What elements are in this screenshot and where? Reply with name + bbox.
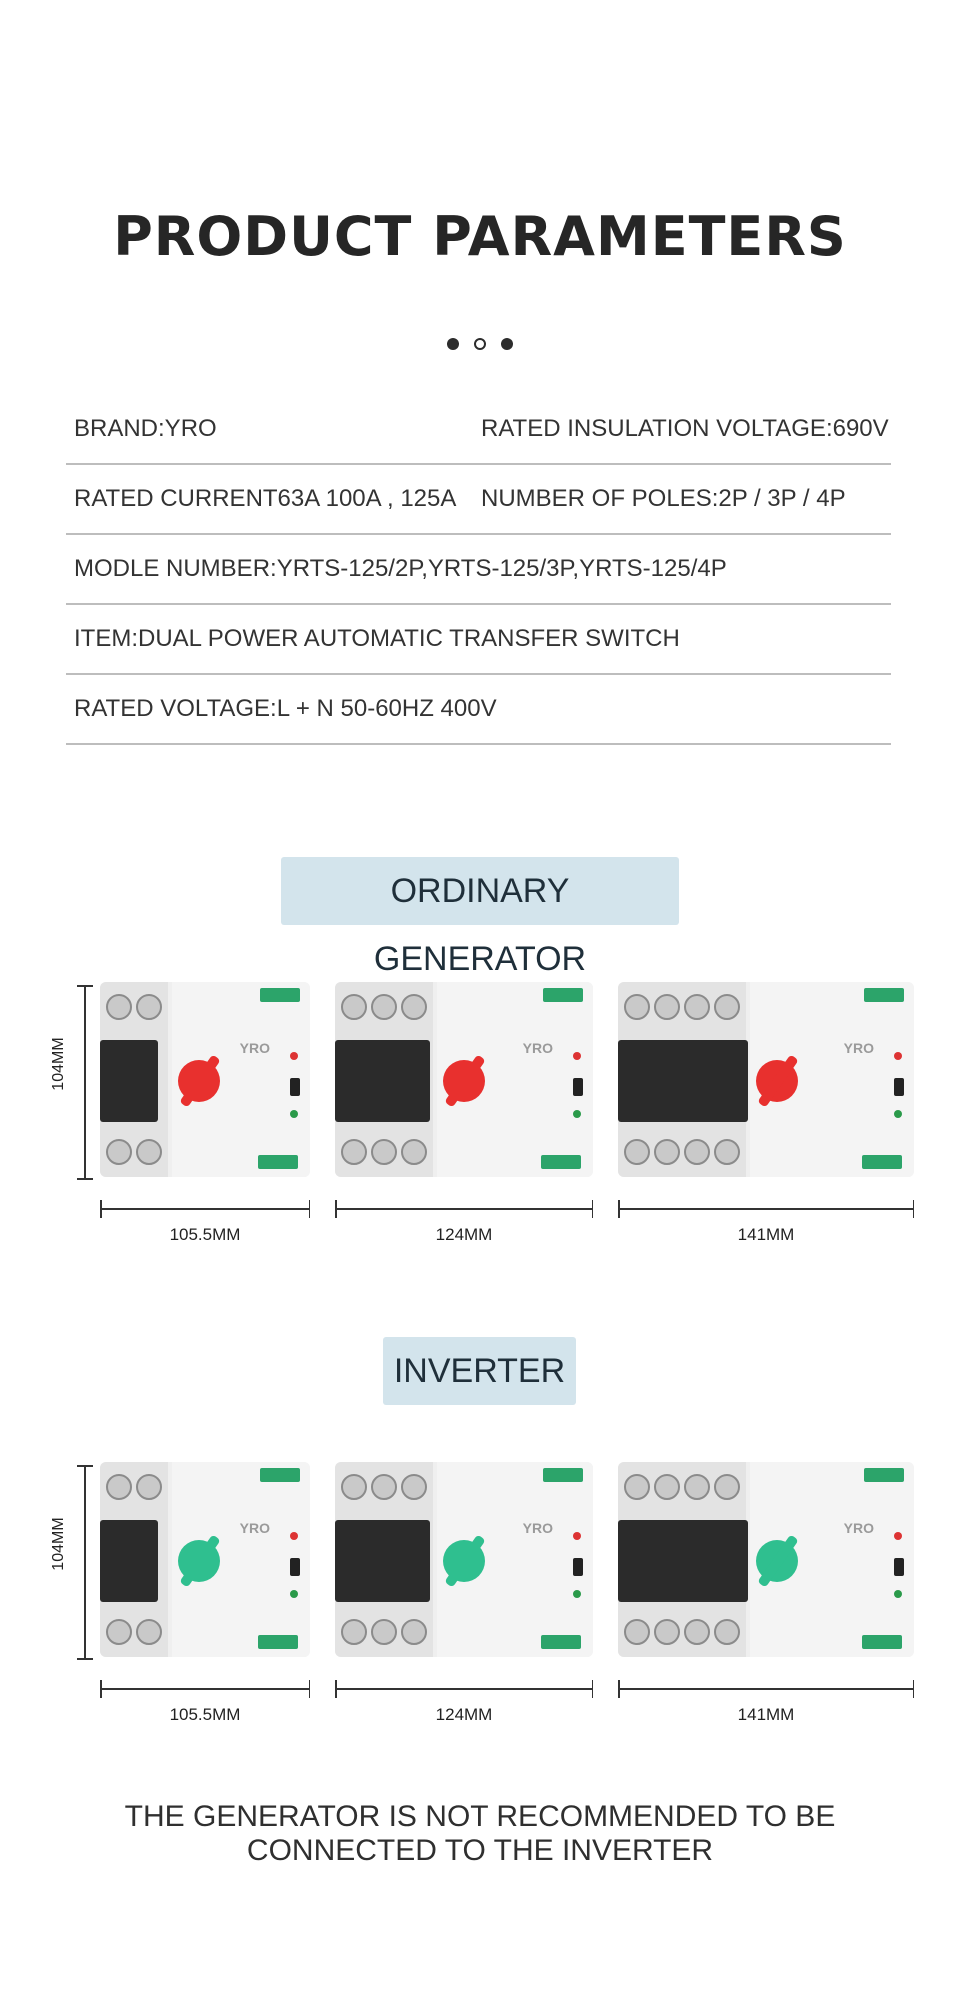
param-row	[66, 395, 891, 465]
dot	[447, 338, 459, 350]
transfer-switch-image	[100, 982, 310, 1177]
transfer-switch-image	[335, 1462, 593, 1657]
param-item: ITEM:DUAL POWER AUTOMATIC TRANSFER SWITCH	[74, 625, 680, 652]
compatibility-note	[0, 1800, 960, 1868]
width-label: 105.5MM	[169, 1705, 241, 1724]
height-label: 104MM	[50, 1517, 67, 1571]
width-label: 105.5MM	[169, 1225, 241, 1244]
param-row	[66, 465, 891, 535]
generator-section	[40, 975, 920, 1244]
pagination-dots	[447, 337, 513, 351]
transfer-switch-image	[618, 982, 914, 1177]
width-label: 141MM	[737, 1705, 795, 1724]
device-brand-label: YRO	[843, 1040, 874, 1056]
width-ruler	[335, 1680, 593, 1698]
note-line-1: THE GENERATOR IS NOT RECOMMENDED TO BE	[124, 1800, 836, 1833]
width-ruler	[100, 1680, 310, 1698]
width-ruler	[335, 1200, 593, 1218]
rotary-knob	[178, 1540, 220, 1582]
device-brand-label: YRO	[843, 1520, 874, 1536]
param-poles: NUMBER OF POLES:2P / 3P / 4P	[481, 485, 846, 512]
param-brand: BRAND:YRO	[74, 415, 217, 442]
device-brand-label: YRO	[239, 1520, 270, 1536]
rotary-knob	[756, 1540, 798, 1582]
height-label: 104MM	[50, 1037, 67, 1091]
rotary-knob	[443, 1540, 485, 1582]
transfer-switch-image	[618, 1462, 914, 1657]
rotary-knob	[756, 1060, 798, 1102]
inverter-section	[40, 1455, 920, 1724]
param-model-number: MODLE NUMBER:YRTS-125/2P,YRTS-125/3P,YRTS-125/4P	[74, 555, 727, 582]
width-label: 124MM	[435, 1225, 493, 1244]
width-label: 124MM	[435, 1705, 493, 1724]
rotary-knob	[178, 1060, 220, 1102]
param-row	[66, 605, 891, 675]
param-rated-voltage: RATED VOLTAGE:L + N 50-60HZ 400V	[74, 695, 497, 722]
transfer-switch-image	[335, 982, 593, 1177]
parameters-table	[66, 395, 891, 745]
device-brand-label: YRO	[522, 1040, 553, 1056]
width-label: 141MM	[737, 1225, 795, 1244]
width-ruler	[618, 1680, 914, 1698]
dot	[501, 338, 513, 350]
rotary-knob	[443, 1060, 485, 1102]
transfer-switch-image	[100, 1462, 310, 1657]
param-row	[66, 675, 891, 745]
dot-active	[474, 338, 486, 350]
param-rated-current: RATED CURRENT63A 100A , 125A	[74, 485, 457, 512]
device-brand-label: YRO	[239, 1040, 270, 1056]
device-brand-label: YRO	[522, 1520, 553, 1536]
inverter-badge: INVERTER	[383, 1337, 576, 1405]
height-ruler	[77, 985, 93, 1180]
width-ruler	[100, 1200, 310, 1218]
height-ruler	[77, 1465, 93, 1660]
param-insulation-voltage: RATED INSULATION VOLTAGE:690V	[481, 415, 889, 442]
ordinary-generator-badge: ORDINARY GENERATOR	[281, 857, 679, 925]
width-ruler	[618, 1200, 914, 1218]
page-title: PRODUCT PARAMETERS	[113, 205, 847, 268]
param-row	[66, 535, 891, 605]
note-line-2: CONNECTED TO THE INVERTER	[246, 1834, 714, 1867]
